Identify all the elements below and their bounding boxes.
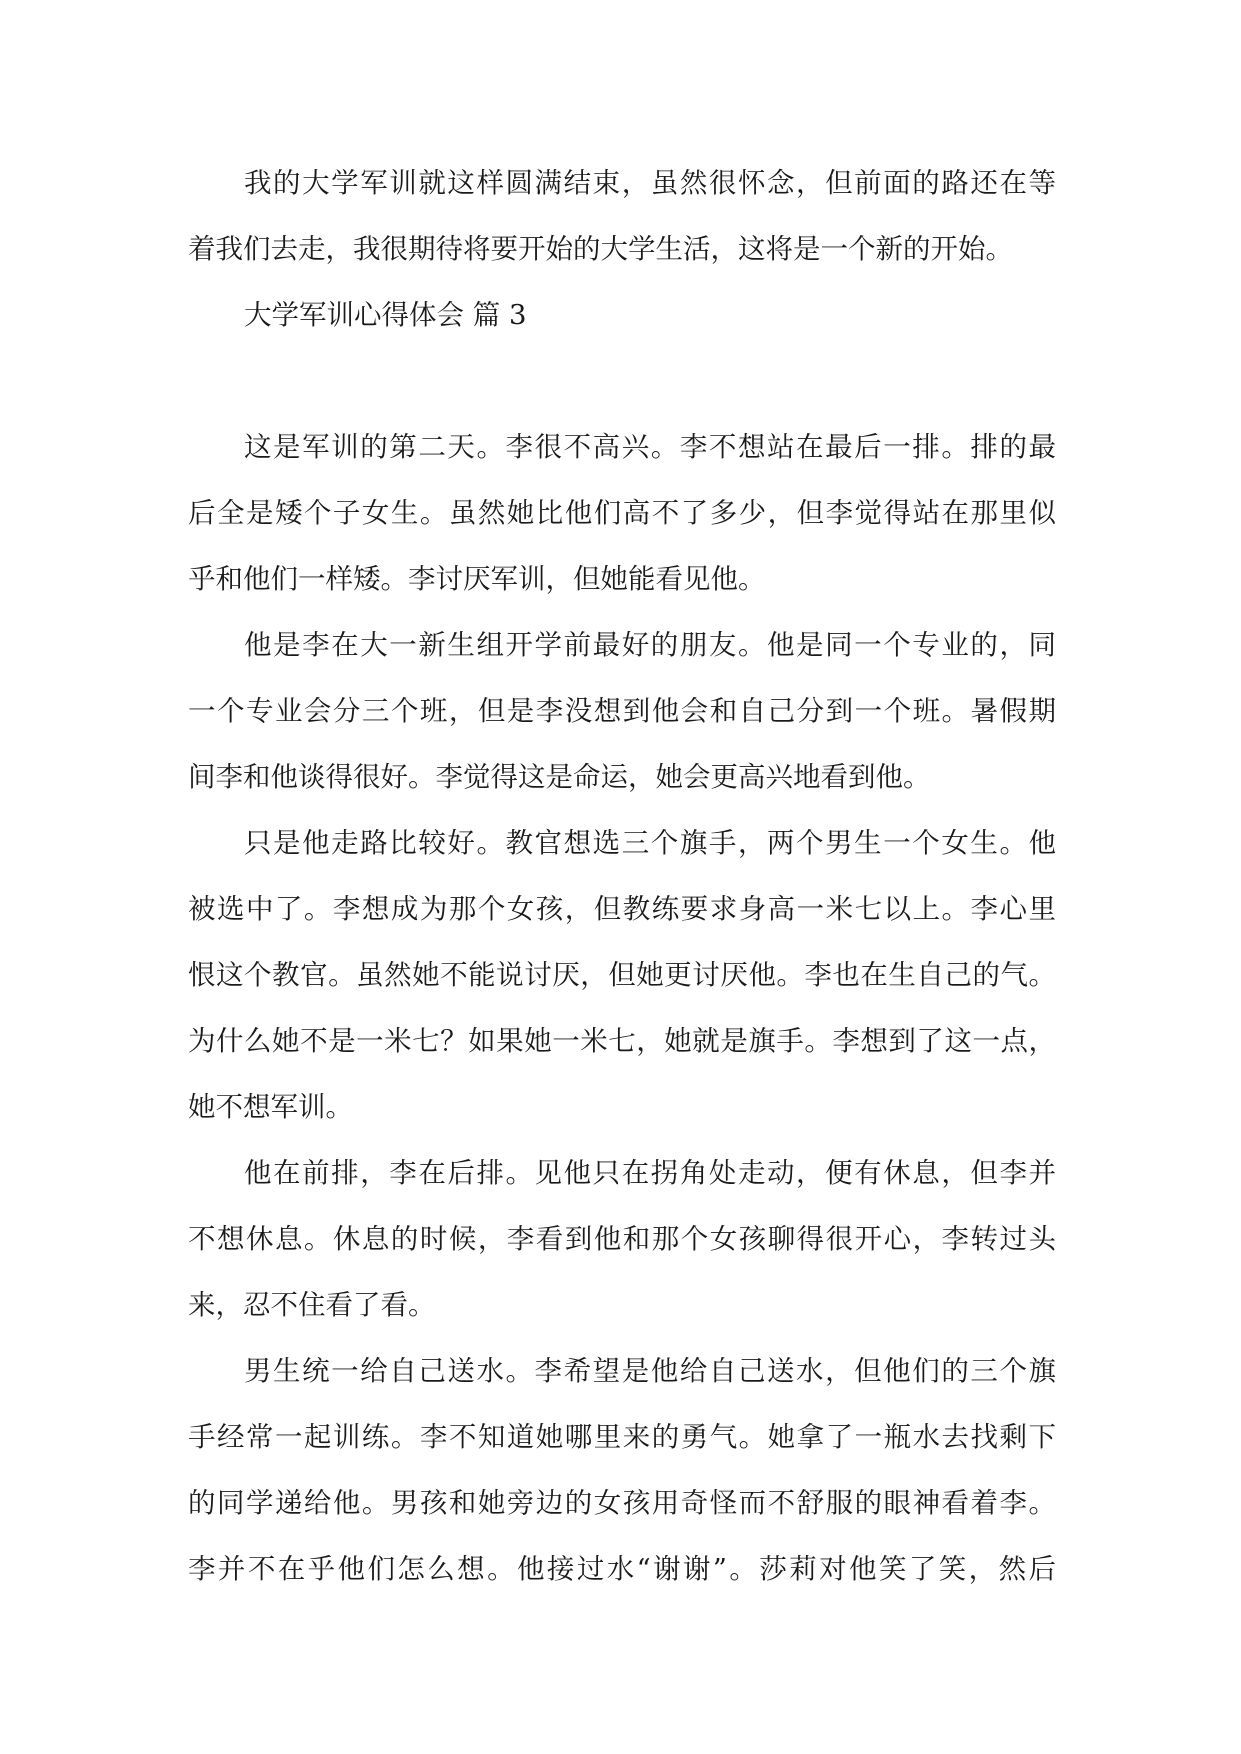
- paragraph: [188, 150, 1056, 282]
- paragraph-line: 他在前排，李在后排。见他只在拐角处走动，便有休息，但李并: [244, 1157, 1056, 1189]
- paragraph-line: 一个专业会分三个班，但是李没想到他会和自己分到一个班。暑假期: [188, 695, 1056, 727]
- paragraph-line: 手经常一起训练。李不知道她哪里来的勇气。她拿了一瓶水去找剩下: [188, 1421, 1056, 1453]
- paragraph-line: 间李和他谈得很好。李觉得这是命运，她会更高兴地看到他。: [188, 761, 931, 793]
- paragraph-line: 不想休息。休息的时候，李看到他和那个女孩聊得很开心，李转过头: [188, 1223, 1056, 1255]
- paragraph-line: 乎和他们一样矮。李讨厌军训，但她能看见他。: [188, 563, 766, 595]
- paragraph-line: 着我们去走，我很期待将要开始的大学生活，这将是一个新的开始。: [188, 233, 1013, 265]
- paragraph-line: 来，忍不住看了看。: [188, 1289, 436, 1321]
- paragraph-line: 恨这个教官。虽然她不能说讨厌，但她更讨厌他。李也在生自己的气。: [188, 959, 1056, 991]
- document-body: [188, 150, 1056, 1602]
- paragraph-line: 只是他走路比较好。教官想选三个旗手，两个男生一个女生。他: [244, 827, 1056, 859]
- paragraph-line: 男生统一给自己送水。李希望是他给自己送水，但他们的三个旗: [244, 1355, 1056, 1387]
- paragraph-line: 我的大学军训就这样圆满结束，虽然很怀念，但前面的路还在等: [244, 167, 1056, 199]
- paragraph-line: 被选中了。李想成为那个女孩，但教练要求身高一米七以上。李心里: [188, 893, 1056, 925]
- heading-text: 大学军训心得体会 篇 3: [244, 299, 527, 331]
- paragraph-line: 为什么她不是一米七？如果她一米七，她就是旗手。李想到了这一点，: [188, 1025, 1056, 1057]
- paragraph-line: 他是李在大一新生组开学前最好的朋友。他是同一个专业的，同: [244, 629, 1056, 661]
- section-heading: [188, 282, 1056, 348]
- paragraph: [188, 1140, 1056, 1338]
- paragraph: [188, 1338, 1056, 1602]
- paragraph-line: 她不想军训。: [188, 1091, 353, 1123]
- paragraph-line: 李并不在乎他们怎么想。他接过水“谢谢”。莎莉对他笑了笑，然后: [188, 1553, 1056, 1585]
- paragraph-line: 的同学递给他。男孩和她旁边的女孩用奇怪而不舒服的眼神看着李。: [188, 1487, 1056, 1519]
- paragraph-line: 这是军训的第二天。李很不高兴。李不想站在最后一排。排的最: [244, 431, 1056, 463]
- paragraph: [188, 414, 1056, 612]
- paragraph: [188, 612, 1056, 810]
- blank-line: [188, 348, 1056, 414]
- paragraph-line: 后全是矮个子女生。虽然她比他们高不了多少，但李觉得站在那里似: [188, 497, 1056, 529]
- paragraph: [188, 810, 1056, 1140]
